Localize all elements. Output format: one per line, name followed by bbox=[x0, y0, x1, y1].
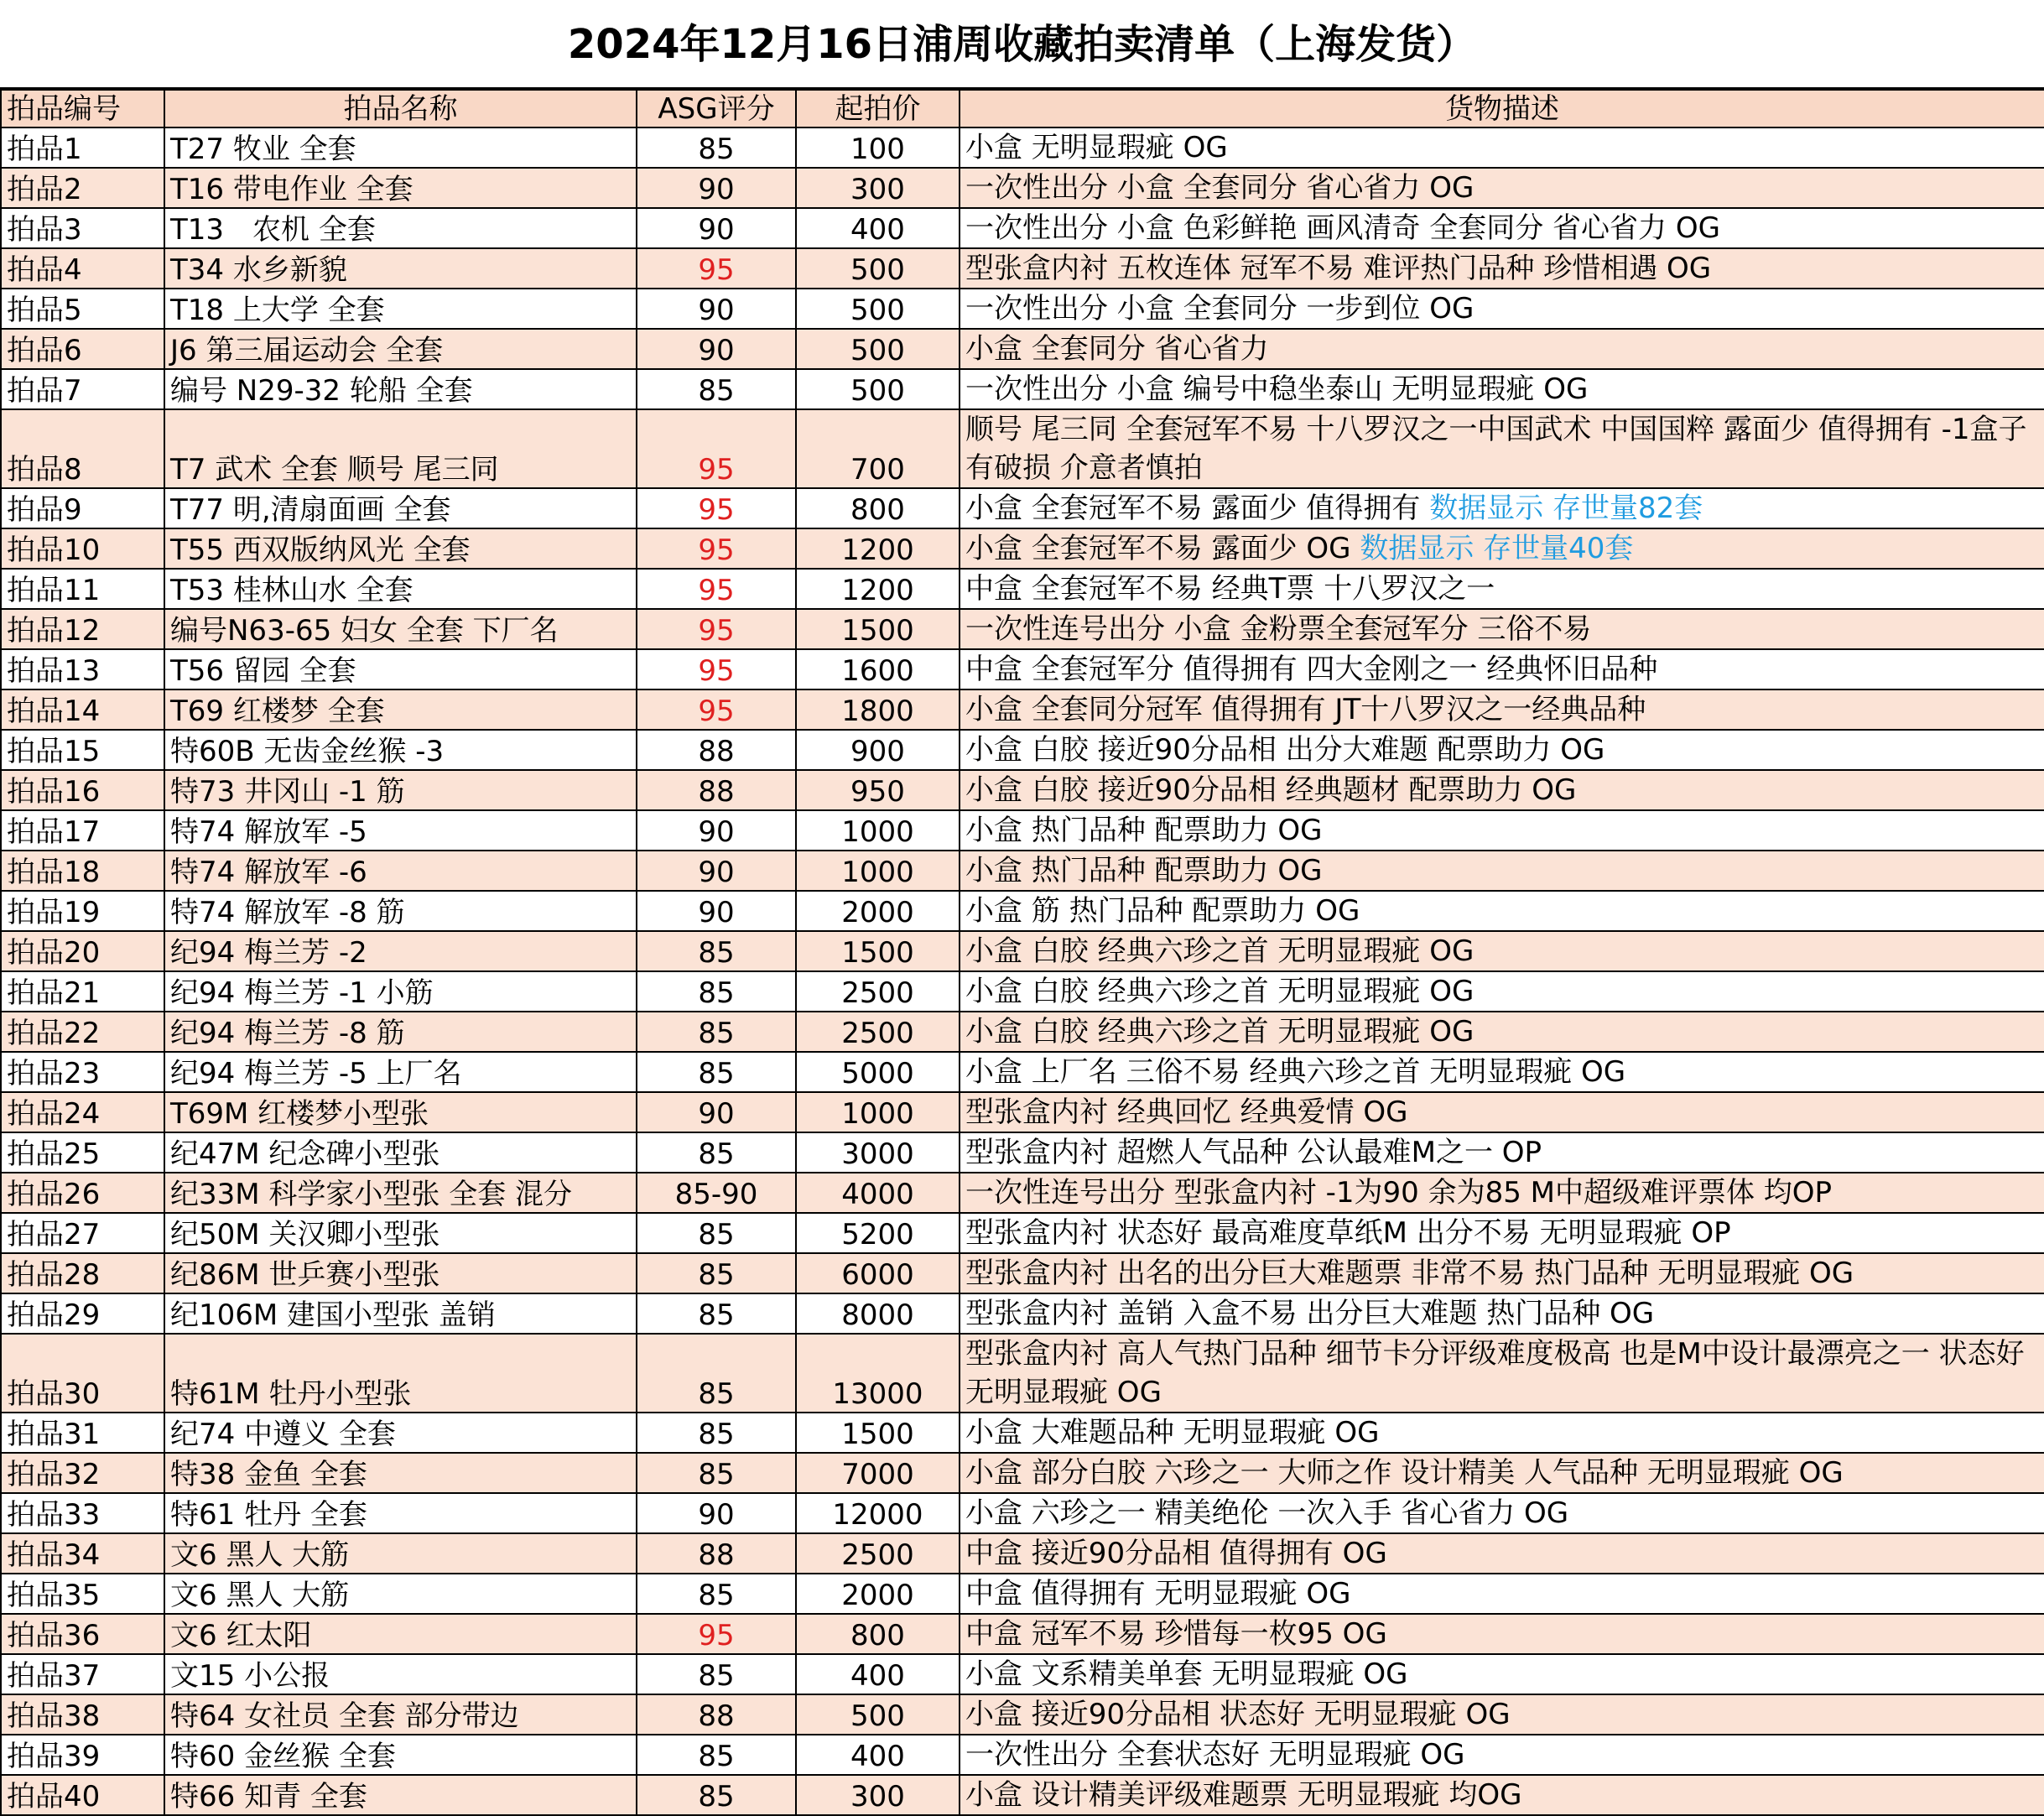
lot-name-cell: 纪106M 建国小型张 盖销 bbox=[164, 1293, 637, 1334]
description-text: 中盒 接近90分品相 值得拥有 OG bbox=[965, 1537, 1387, 1570]
start-price-cell: 5200 bbox=[796, 1213, 960, 1253]
start-price-cell: 2000 bbox=[796, 1574, 960, 1614]
asg-score-cell: 85 bbox=[637, 1453, 796, 1493]
lot-id-cell: 拍品18 bbox=[1, 851, 164, 891]
asg-score-cell: 85 bbox=[637, 127, 796, 168]
table-row bbox=[1, 609, 2044, 649]
table-row bbox=[1, 1413, 2044, 1453]
asg-score-cell: 88 bbox=[637, 1694, 796, 1735]
lot-name-cell: T16 带电作业 全套 bbox=[164, 168, 637, 208]
lot-id-cell: 拍品20 bbox=[1, 931, 164, 971]
table-row bbox=[1, 208, 2044, 248]
description-text: 小盒 白胶 经典六珍之首 无明显瑕疵 OG bbox=[965, 975, 1474, 1008]
start-price-cell: 400 bbox=[796, 1735, 960, 1775]
asg-score-cell: 90 bbox=[637, 1493, 796, 1533]
asg-score-cell: 85 bbox=[637, 369, 796, 409]
asg-score-cell: 85 bbox=[637, 1213, 796, 1253]
table-row bbox=[1, 1654, 2044, 1694]
description-text: 小盒 白胶 经典六珍之首 无明显瑕疵 OG bbox=[965, 934, 1474, 968]
lot-name-cell: T18 上大学 全套 bbox=[164, 289, 637, 329]
table-row bbox=[1, 329, 2044, 369]
description-cell bbox=[960, 1253, 2044, 1293]
asg-score-cell: 85 bbox=[637, 1574, 796, 1614]
description-text: 小盒 全套冠军不易 露面少 OG bbox=[965, 532, 1360, 565]
lot-id-cell: 拍品2 bbox=[1, 168, 164, 208]
asg-score-cell: 85 bbox=[637, 1334, 796, 1413]
lot-id-cell: 拍品37 bbox=[1, 1654, 164, 1694]
description-text: 中盒 全套冠军分 值得拥有 四大金刚之一 经典怀旧品种 bbox=[965, 653, 1658, 686]
start-price-cell: 500 bbox=[796, 329, 960, 369]
description-cell bbox=[960, 609, 2044, 649]
description-text: 小盒 六珍之一 精美绝伦 一次入手 省心省力 OG bbox=[965, 1496, 1569, 1530]
description-text: 一次性出分 小盒 色彩鲜艳 画风清奇 全套同分 省心省力 OG bbox=[965, 211, 1720, 245]
start-price-cell: 1500 bbox=[796, 931, 960, 971]
start-price-cell: 6000 bbox=[796, 1253, 960, 1293]
start-price-cell: 7000 bbox=[796, 1453, 960, 1493]
description-cell bbox=[960, 891, 2044, 931]
lot-name-cell: J6 第三届运动会 全套 bbox=[164, 329, 637, 369]
lot-name-cell: 特66 知青 全套 bbox=[164, 1775, 637, 1815]
description-cell bbox=[960, 369, 2044, 409]
lot-name-cell: T13 农机 全套 bbox=[164, 208, 637, 248]
highlight-note: 数据显示 存世量40套 bbox=[1360, 532, 1634, 565]
start-price-cell: 2500 bbox=[796, 1012, 960, 1052]
table-row bbox=[1, 730, 2044, 770]
asg-score-cell: 85 bbox=[637, 1052, 796, 1092]
lot-name-cell: T69M 红楼梦小型张 bbox=[164, 1092, 637, 1132]
start-price-cell: 900 bbox=[796, 730, 960, 770]
description-cell bbox=[960, 810, 2044, 851]
asg-score-cell: 95 bbox=[637, 609, 796, 649]
description-text: 小盒 白胶 接近90分品相 出分大难题 配票助力 OG bbox=[965, 733, 1605, 767]
description-cell bbox=[960, 528, 2044, 569]
lot-name-cell: 文6 黑人 大筋 bbox=[164, 1574, 637, 1614]
start-price-cell: 12000 bbox=[796, 1493, 960, 1533]
description-text: 型张盒内衬 五枚连体 冠军不易 难评热门品种 珍惜相遇 OG bbox=[965, 252, 1712, 285]
description-text: 型张盒内衬 超燃人气品种 公认最难M之一 OP bbox=[965, 1136, 1542, 1169]
lot-id-cell: 拍品36 bbox=[1, 1614, 164, 1654]
table-row bbox=[1, 1574, 2044, 1614]
description-text: 小盒 热门品种 配票助力 OG bbox=[965, 814, 1323, 847]
table-row bbox=[1, 1012, 2044, 1052]
description-text: 小盒 热门品种 配票助力 OG bbox=[965, 854, 1323, 887]
table-row bbox=[1, 369, 2044, 409]
start-price-cell: 1600 bbox=[796, 649, 960, 689]
asg-score-cell: 85 bbox=[637, 1253, 796, 1293]
table-row bbox=[1, 770, 2044, 810]
start-price-cell: 500 bbox=[796, 1694, 960, 1735]
description-cell bbox=[960, 168, 2044, 208]
description-text: 一次性连号出分 小盒 金粉票全套冠军分 三俗不易 bbox=[965, 612, 1592, 646]
lot-name-cell: 特61M 牡丹小型张 bbox=[164, 1334, 637, 1413]
lot-id-cell: 拍品4 bbox=[1, 248, 164, 289]
lot-id-cell: 拍品22 bbox=[1, 1012, 164, 1052]
lot-name-cell: 特61 牡丹 全套 bbox=[164, 1493, 637, 1533]
description-cell bbox=[960, 1654, 2044, 1694]
lot-id-cell: 拍品21 bbox=[1, 971, 164, 1012]
table-row bbox=[1, 1533, 2044, 1574]
description-cell bbox=[960, 569, 2044, 609]
lot-id-cell: 拍品23 bbox=[1, 1052, 164, 1092]
description-cell bbox=[960, 1293, 2044, 1334]
start-price-cell: 1200 bbox=[796, 569, 960, 609]
lot-name-cell: 特60 金丝猴 全套 bbox=[164, 1735, 637, 1775]
start-price-cell: 400 bbox=[796, 208, 960, 248]
lot-id-cell: 拍品24 bbox=[1, 1092, 164, 1132]
description-cell bbox=[960, 770, 2044, 810]
asg-score-cell: 88 bbox=[637, 730, 796, 770]
asg-score-cell: 90 bbox=[637, 168, 796, 208]
lot-id-cell: 拍品8 bbox=[1, 409, 164, 488]
description-text: 小盒 部分白胶 六珍之一 大师之作 设计精美 人气品种 无明显瑕疵 OG bbox=[965, 1456, 1844, 1490]
asg-score-cell: 88 bbox=[637, 770, 796, 810]
start-price-cell: 1500 bbox=[796, 1413, 960, 1453]
lot-id-cell: 拍品31 bbox=[1, 1413, 164, 1453]
lot-id-cell: 拍品7 bbox=[1, 369, 164, 409]
start-price-cell: 3000 bbox=[796, 1132, 960, 1173]
description-cell bbox=[960, 127, 2044, 168]
description-text: 一次性出分 小盒 全套同分 一步到位 OG bbox=[965, 292, 1474, 325]
asg-score-cell: 85 bbox=[637, 1413, 796, 1453]
asg-score-cell: 95 bbox=[637, 488, 796, 528]
lot-id-cell: 拍品6 bbox=[1, 329, 164, 369]
asg-score-cell: 95 bbox=[637, 248, 796, 289]
asg-score-cell: 90 bbox=[637, 289, 796, 329]
lot-name-cell: T27 牧业 全套 bbox=[164, 127, 637, 168]
description-text: 小盒 设计精美评级难题票 无明显瑕疵 均OG bbox=[965, 1778, 1522, 1812]
description-cell bbox=[960, 329, 2044, 369]
description-text: 小盒 大难题品种 无明显瑕疵 OG bbox=[965, 1416, 1380, 1449]
table-row bbox=[1, 1775, 2044, 1815]
description-text: 型张盒内衬 状态好 最高难度草纸M 出分不易 无明显瑕疵 OP bbox=[965, 1216, 1731, 1250]
description-cell bbox=[960, 971, 2044, 1012]
lot-name-cell: T7 武术 全套 顺号 尾三同 bbox=[164, 409, 637, 488]
description-text: 小盒 白胶 经典六珍之首 无明显瑕疵 OG bbox=[965, 1015, 1474, 1048]
lot-name-cell: 纪94 梅兰芳 -8 筋 bbox=[164, 1012, 637, 1052]
header-lot-id: 拍品编号 bbox=[1, 90, 164, 127]
description-cell bbox=[960, 1614, 2044, 1654]
lot-name-cell: 纪33M 科学家小型张 全套 混分 bbox=[164, 1173, 637, 1213]
lot-name-cell: 特73 井冈山 -1 筋 bbox=[164, 770, 637, 810]
lot-id-cell: 拍品11 bbox=[1, 569, 164, 609]
description-text: 中盒 值得拥有 无明显瑕疵 OG bbox=[965, 1577, 1351, 1610]
asg-score-cell: 85 bbox=[637, 1293, 796, 1334]
description-text: 型张盒内衬 高人气热门品种 细节卡分评级难度极高 也是M中设计最漂亮之一 状态好 无明显瑕疵 OG bbox=[965, 1337, 2025, 1409]
asg-score-cell: 85 bbox=[637, 1012, 796, 1052]
start-price-cell: 100 bbox=[796, 127, 960, 168]
description-cell bbox=[960, 1334, 2044, 1413]
start-price-cell: 1200 bbox=[796, 528, 960, 569]
start-price-cell: 1800 bbox=[796, 689, 960, 730]
asg-score-cell: 95 bbox=[637, 569, 796, 609]
lot-name-cell: 纪94 梅兰芳 -5 上厂名 bbox=[164, 1052, 637, 1092]
table-row bbox=[1, 1173, 2044, 1213]
lot-id-cell: 拍品38 bbox=[1, 1694, 164, 1735]
description-text: 小盒 筋 热门品种 配票助力 OG bbox=[965, 894, 1360, 928]
highlight-note: 数据显示 存世量82套 bbox=[1429, 492, 1703, 525]
asg-score-cell: 95 bbox=[637, 409, 796, 488]
description-text: 型张盒内衬 经典回忆 经典爱情 OG bbox=[965, 1095, 1408, 1129]
lot-name-cell: T69 红楼梦 全套 bbox=[164, 689, 637, 730]
asg-score-cell: 90 bbox=[637, 208, 796, 248]
asg-score-cell: 90 bbox=[637, 329, 796, 369]
description-cell bbox=[960, 1052, 2044, 1092]
start-price-cell: 4000 bbox=[796, 1173, 960, 1213]
table-row bbox=[1, 569, 2044, 609]
description-cell bbox=[960, 1453, 2044, 1493]
description-cell bbox=[960, 488, 2044, 528]
lot-id-cell: 拍品1 bbox=[1, 127, 164, 168]
description-cell bbox=[960, 1092, 2044, 1132]
start-price-cell: 8000 bbox=[796, 1293, 960, 1334]
start-price-cell: 13000 bbox=[796, 1334, 960, 1413]
asg-score-cell: 95 bbox=[637, 1614, 796, 1654]
start-price-cell: 800 bbox=[796, 1614, 960, 1654]
start-price-cell: 700 bbox=[796, 409, 960, 488]
asg-score-cell: 90 bbox=[637, 1092, 796, 1132]
lot-id-cell: 拍品3 bbox=[1, 208, 164, 248]
asg-score-cell: 85 bbox=[637, 931, 796, 971]
start-price-cell: 1500 bbox=[796, 609, 960, 649]
lot-id-cell: 拍品32 bbox=[1, 1453, 164, 1493]
table-row bbox=[1, 528, 2044, 569]
start-price-cell: 2000 bbox=[796, 891, 960, 931]
description-cell bbox=[960, 248, 2044, 289]
description-text: 一次性出分 全套状态好 无明显瑕疵 OG bbox=[965, 1738, 1465, 1772]
lot-name-cell: T55 西双版纳风光 全套 bbox=[164, 528, 637, 569]
start-price-cell: 1000 bbox=[796, 810, 960, 851]
description-cell bbox=[960, 1775, 2044, 1815]
table-row bbox=[1, 689, 2044, 730]
asg-score-cell: 85 bbox=[637, 1132, 796, 1173]
lot-name-cell: 编号N63-65 妇女 全套 下厂名 bbox=[164, 609, 637, 649]
lot-id-cell: 拍品12 bbox=[1, 609, 164, 649]
description-cell bbox=[960, 689, 2044, 730]
lot-name-cell: 纪94 梅兰芳 -1 小筋 bbox=[164, 971, 637, 1012]
lot-name-cell: T77 明,清扇面画 全套 bbox=[164, 488, 637, 528]
description-cell bbox=[960, 1574, 2044, 1614]
description-cell bbox=[960, 289, 2044, 329]
lot-name-cell: 特64 女社员 全套 部分带边 bbox=[164, 1694, 637, 1735]
description-text: 小盒 全套同分冠军 值得拥有 JT十八罗汉之一经典品种 bbox=[965, 693, 1646, 726]
lot-name-cell: 纪74 中遵义 全套 bbox=[164, 1413, 637, 1453]
description-cell bbox=[960, 931, 2044, 971]
asg-score-cell: 85 bbox=[637, 1654, 796, 1694]
table-row bbox=[1, 891, 2044, 931]
lot-id-cell: 拍品27 bbox=[1, 1213, 164, 1253]
lot-id-cell: 拍品40 bbox=[1, 1775, 164, 1815]
description-cell bbox=[960, 1213, 2044, 1253]
description-cell bbox=[960, 1694, 2044, 1735]
start-price-cell: 5000 bbox=[796, 1052, 960, 1092]
header-row bbox=[1, 90, 2044, 127]
table-row bbox=[1, 649, 2044, 689]
lot-name-cell: 特74 解放军 -6 bbox=[164, 851, 637, 891]
start-price-cell: 2500 bbox=[796, 1533, 960, 1574]
description-text: 小盒 上厂名 三俗不易 经典六珍之首 无明显瑕疵 OG bbox=[965, 1055, 1626, 1089]
description-text: 小盒 全套冠军不易 露面少 值得拥有 bbox=[965, 492, 1430, 525]
lot-name-cell: 纪47M 纪念碑小型张 bbox=[164, 1132, 637, 1173]
table-row bbox=[1, 810, 2044, 851]
table-row bbox=[1, 1213, 2044, 1253]
start-price-cell: 300 bbox=[796, 168, 960, 208]
description-cell bbox=[960, 208, 2044, 248]
asg-score-cell: 95 bbox=[637, 528, 796, 569]
asg-score-cell: 90 bbox=[637, 810, 796, 851]
lot-name-cell: 纪86M 世乒赛小型张 bbox=[164, 1253, 637, 1293]
lot-id-cell: 拍品35 bbox=[1, 1574, 164, 1614]
lot-id-cell: 拍品26 bbox=[1, 1173, 164, 1213]
description-text: 中盒 全套冠军不易 经典T票 十八罗汉之一 bbox=[965, 572, 1495, 606]
description-cell bbox=[960, 1173, 2044, 1213]
description-cell bbox=[960, 409, 2044, 488]
asg-score-cell: 95 bbox=[637, 689, 796, 730]
description-text: 小盒 全套同分 省心省力 bbox=[965, 332, 1269, 366]
lot-name-cell: 纪94 梅兰芳 -2 bbox=[164, 931, 637, 971]
description-text: 一次性出分 小盒 编号中稳坐泰山 无明显瑕疵 OG bbox=[965, 372, 1589, 406]
start-price-cell: 500 bbox=[796, 248, 960, 289]
description-text: 小盒 白胶 接近90分品相 经典题材 配票助力 OG bbox=[965, 773, 1577, 807]
table-row bbox=[1, 1453, 2044, 1493]
lot-name-cell: 文6 黑人 大筋 bbox=[164, 1533, 637, 1574]
start-price-cell: 300 bbox=[796, 1775, 960, 1815]
lot-name-cell: 特74 解放军 -5 bbox=[164, 810, 637, 851]
header-start-price: 起拍价 bbox=[796, 90, 960, 127]
lot-name-cell: 文15 小公报 bbox=[164, 1654, 637, 1694]
start-price-cell: 500 bbox=[796, 289, 960, 329]
description-cell bbox=[960, 851, 2044, 891]
lot-id-cell: 拍品15 bbox=[1, 730, 164, 770]
start-price-cell: 1000 bbox=[796, 1092, 960, 1132]
table-row bbox=[1, 1293, 2044, 1334]
table-row bbox=[1, 248, 2044, 289]
start-price-cell: 2500 bbox=[796, 971, 960, 1012]
lot-name-cell: T53 桂林山水 全套 bbox=[164, 569, 637, 609]
lot-id-cell: 拍品39 bbox=[1, 1735, 164, 1775]
description-text: 小盒 文系精美单套 无明显瑕疵 OG bbox=[965, 1657, 1408, 1691]
header-description: 货物描述 bbox=[960, 90, 2044, 127]
lot-name-cell: 文6 红太阳 bbox=[164, 1614, 637, 1654]
table-row bbox=[1, 488, 2044, 528]
description-text: 型张盒内衬 出名的出分巨大难题票 非常不易 热门品种 无明显瑕疵 OG bbox=[965, 1257, 1854, 1290]
start-price-cell: 500 bbox=[796, 369, 960, 409]
table-row bbox=[1, 1092, 2044, 1132]
description-cell bbox=[960, 1533, 2044, 1574]
lot-id-cell: 拍品14 bbox=[1, 689, 164, 730]
header-lot-name: 拍品名称 bbox=[164, 90, 637, 127]
description-text: 型张盒内衬 盖销 入盒不易 出分巨大难题 热门品种 OG bbox=[965, 1297, 1655, 1330]
description-cell bbox=[960, 730, 2044, 770]
lot-id-cell: 拍品19 bbox=[1, 891, 164, 931]
asg-score-cell: 85 bbox=[637, 1775, 796, 1815]
start-price-cell: 400 bbox=[796, 1654, 960, 1694]
lot-id-cell: 拍品29 bbox=[1, 1293, 164, 1334]
description-text: 顺号 尾三同 全套冠军不易 十八罗汉之一中国武术 中国国粹 露面少 值得拥有 -1盒子有破损 介意者慎拍 bbox=[965, 413, 2027, 485]
table-row bbox=[1, 1493, 2044, 1533]
asg-score-cell: 95 bbox=[637, 649, 796, 689]
header-asg-score: ASG评分 bbox=[637, 90, 796, 127]
description-cell bbox=[960, 1132, 2044, 1173]
start-price-cell: 800 bbox=[796, 488, 960, 528]
table-row bbox=[1, 931, 2044, 971]
lot-id-cell: 拍品9 bbox=[1, 488, 164, 528]
description-cell bbox=[960, 649, 2044, 689]
table-row bbox=[1, 409, 2044, 488]
page-title: 2024年12月16日浦周收藏拍卖清单（上海发货） bbox=[0, 0, 2044, 89]
lot-name-cell: 纪50M 关汉卿小型张 bbox=[164, 1213, 637, 1253]
lot-name-cell: 编号 N29-32 轮船 全套 bbox=[164, 369, 637, 409]
description-text: 小盒 接近90分品相 状态好 无明显瑕疵 OG bbox=[965, 1698, 1511, 1731]
asg-score-cell: 85 bbox=[637, 1735, 796, 1775]
lot-name-cell: 特74 解放军 -8 筋 bbox=[164, 891, 637, 931]
table-row bbox=[1, 1614, 2044, 1654]
description-text: 一次性连号出分 型张盒内衬 -1为90 余为85 M中超级难评票体 均OP bbox=[965, 1176, 1833, 1210]
description-text: 小盒 无明显瑕疵 OG bbox=[965, 131, 1228, 164]
lot-name-cell: T34 水乡新貌 bbox=[164, 248, 637, 289]
table-row bbox=[1, 1132, 2044, 1173]
lot-id-cell: 拍品17 bbox=[1, 810, 164, 851]
asg-score-cell: 88 bbox=[637, 1533, 796, 1574]
table-row bbox=[1, 971, 2044, 1012]
lot-name-cell: 特38 金鱼 全套 bbox=[164, 1453, 637, 1493]
table-row bbox=[1, 127, 2044, 168]
description-cell bbox=[960, 1413, 2044, 1453]
lot-id-cell: 拍品5 bbox=[1, 289, 164, 329]
table-row bbox=[1, 1694, 2044, 1735]
lot-name-cell: 特60B 无齿金丝猴 -3 bbox=[164, 730, 637, 770]
asg-score-cell: 90 bbox=[637, 891, 796, 931]
description-cell bbox=[960, 1012, 2044, 1052]
description-text: 一次性出分 小盒 全套同分 省心省力 OG bbox=[965, 171, 1474, 205]
asg-score-cell: 85-90 bbox=[637, 1173, 796, 1213]
lot-id-cell: 拍品30 bbox=[1, 1334, 164, 1413]
start-price-cell: 1000 bbox=[796, 851, 960, 891]
table-row bbox=[1, 851, 2044, 891]
asg-score-cell: 85 bbox=[637, 971, 796, 1012]
lot-id-cell: 拍品16 bbox=[1, 770, 164, 810]
auction-table bbox=[0, 89, 2044, 1816]
table-row bbox=[1, 1052, 2044, 1092]
table-row bbox=[1, 1735, 2044, 1775]
table-body bbox=[1, 127, 2044, 1815]
lot-id-cell: 拍品34 bbox=[1, 1533, 164, 1574]
description-cell bbox=[960, 1493, 2044, 1533]
start-price-cell: 950 bbox=[796, 770, 960, 810]
table-row bbox=[1, 1253, 2044, 1293]
lot-name-cell: T56 留园 全套 bbox=[164, 649, 637, 689]
lot-id-cell: 拍品13 bbox=[1, 649, 164, 689]
lot-id-cell: 拍品28 bbox=[1, 1253, 164, 1293]
description-cell bbox=[960, 1735, 2044, 1775]
table-row bbox=[1, 168, 2044, 208]
description-text: 中盒 冠军不易 珍惜每一枚95 OG bbox=[965, 1617, 1387, 1651]
asg-score-cell: 90 bbox=[637, 851, 796, 891]
table-row bbox=[1, 289, 2044, 329]
table-row bbox=[1, 1334, 2044, 1413]
lot-id-cell: 拍品33 bbox=[1, 1493, 164, 1533]
lot-id-cell: 拍品10 bbox=[1, 528, 164, 569]
lot-id-cell: 拍品25 bbox=[1, 1132, 164, 1173]
